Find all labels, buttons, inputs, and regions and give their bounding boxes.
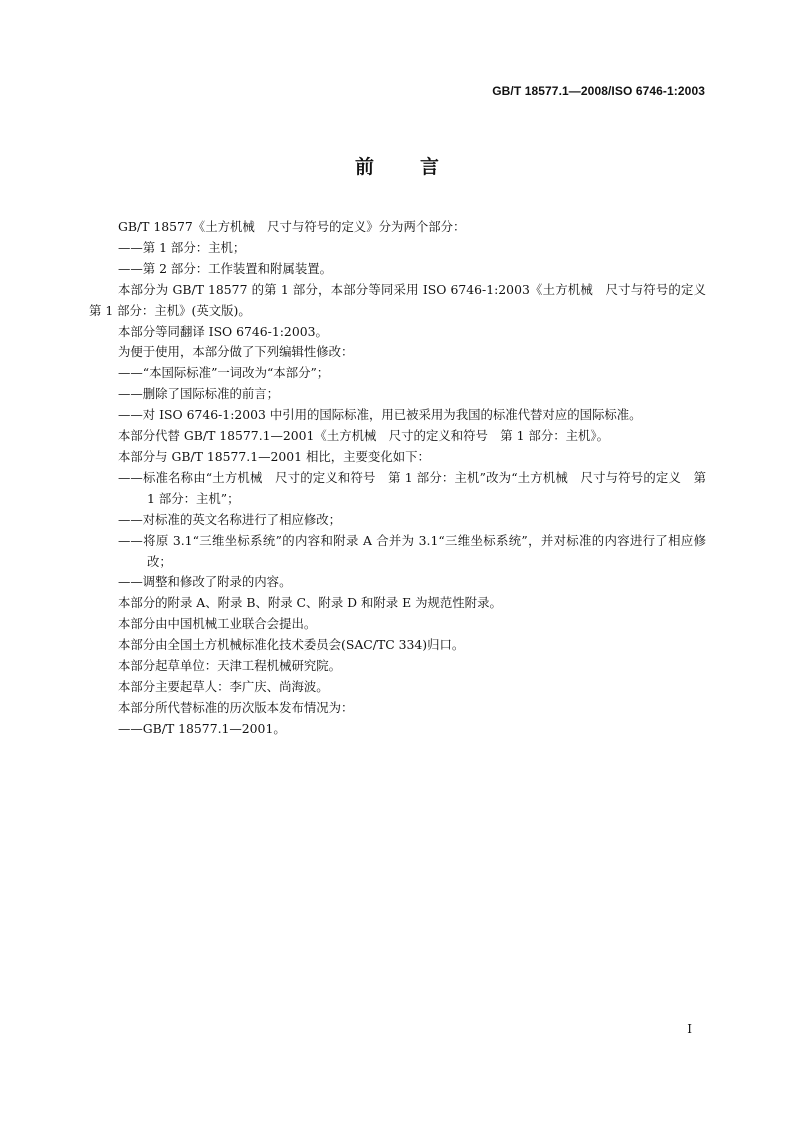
paragraph: 本部分起草单位：天津工程机械研究院。 [118, 658, 342, 674]
list-item: ——将原 3.1“三维坐标系统”的内容和附录 A 合并为 3.1“三维坐标系统”，并对标准的内容进行了相应修改； [118, 532, 706, 569]
list-item: ——GB/T 18577.1—2001。 [118, 720, 286, 736]
list-item: ——第 2 部分：工作装置和附属装置。 [118, 260, 333, 276]
paragraph: GB/T 18577《土方机械 尺寸与符号的定义》分为两个部分： [118, 219, 466, 234]
paragraph: 本部分与 GB/T 18577.1—2001 相比，主要变化如下： [118, 448, 430, 464]
list-item: ——对 ISO 6746-1:2003 中引用的国际标准，用已被采用为我国的标准代替对应的国际标准。 [118, 407, 642, 423]
paragraph: 为便于使用，本部分做了下列编辑性修改： [118, 344, 354, 360]
list-item: ——删除了国际标准的前言； [118, 386, 280, 402]
list-item: ——对标准的英文名称进行了相应修改； [118, 511, 342, 527]
list-item: ——调整和修改了附录的内容。 [118, 574, 292, 590]
paragraph: 本部分主要起草人：李广庆、尚海波。 [118, 678, 329, 694]
paragraph: 本部分由中国机械工业联合会提出。 [118, 616, 317, 632]
page-title: 前言 [354, 156, 485, 178]
list-item: ——“本国际标准”一词改为“本部分”； [118, 365, 330, 381]
foreword-body [89, 217, 719, 740]
paragraph: 本部分等同翻译 ISO 6746-1:2003。 [118, 323, 328, 339]
paragraph: 本部分所代替标准的历次版本发布情况为： [118, 699, 354, 715]
paragraph: 本部分代替 GB/T 18577.1—2001《土方机械 尺寸的定义和符号 第 1 部分：主机》。 [118, 428, 609, 444]
page-number: I [687, 1022, 692, 1036]
paragraph: 本部分为 GB/T 18577 的第 1 部分，本部分等同采用 ISO 6746-1:2003《土方机械 尺寸与符号的定义 第 1 部分：主机》(英文版)。 [89, 281, 719, 318]
list-item: ——标准名称由“土方机械 尺寸的定义和符号 第 1 部分：主机”改为“土方机械 尺寸与符号的定义 第 1 部分：主机”； [118, 469, 706, 506]
paragraph: 本部分由全国土方机械标准化技术委员会(SAC/TC 334)归口。 [118, 637, 465, 653]
standard-number-header: GB/T 18577.1—2008/ISO 6746-1:2003 [492, 84, 705, 98]
paragraph: 本部分的附录 A、附录 B、附录 C、附录 D 和附录 E 为规范性附录。 [118, 595, 502, 611]
list-item: ——第 1 部分：主机； [118, 239, 246, 255]
